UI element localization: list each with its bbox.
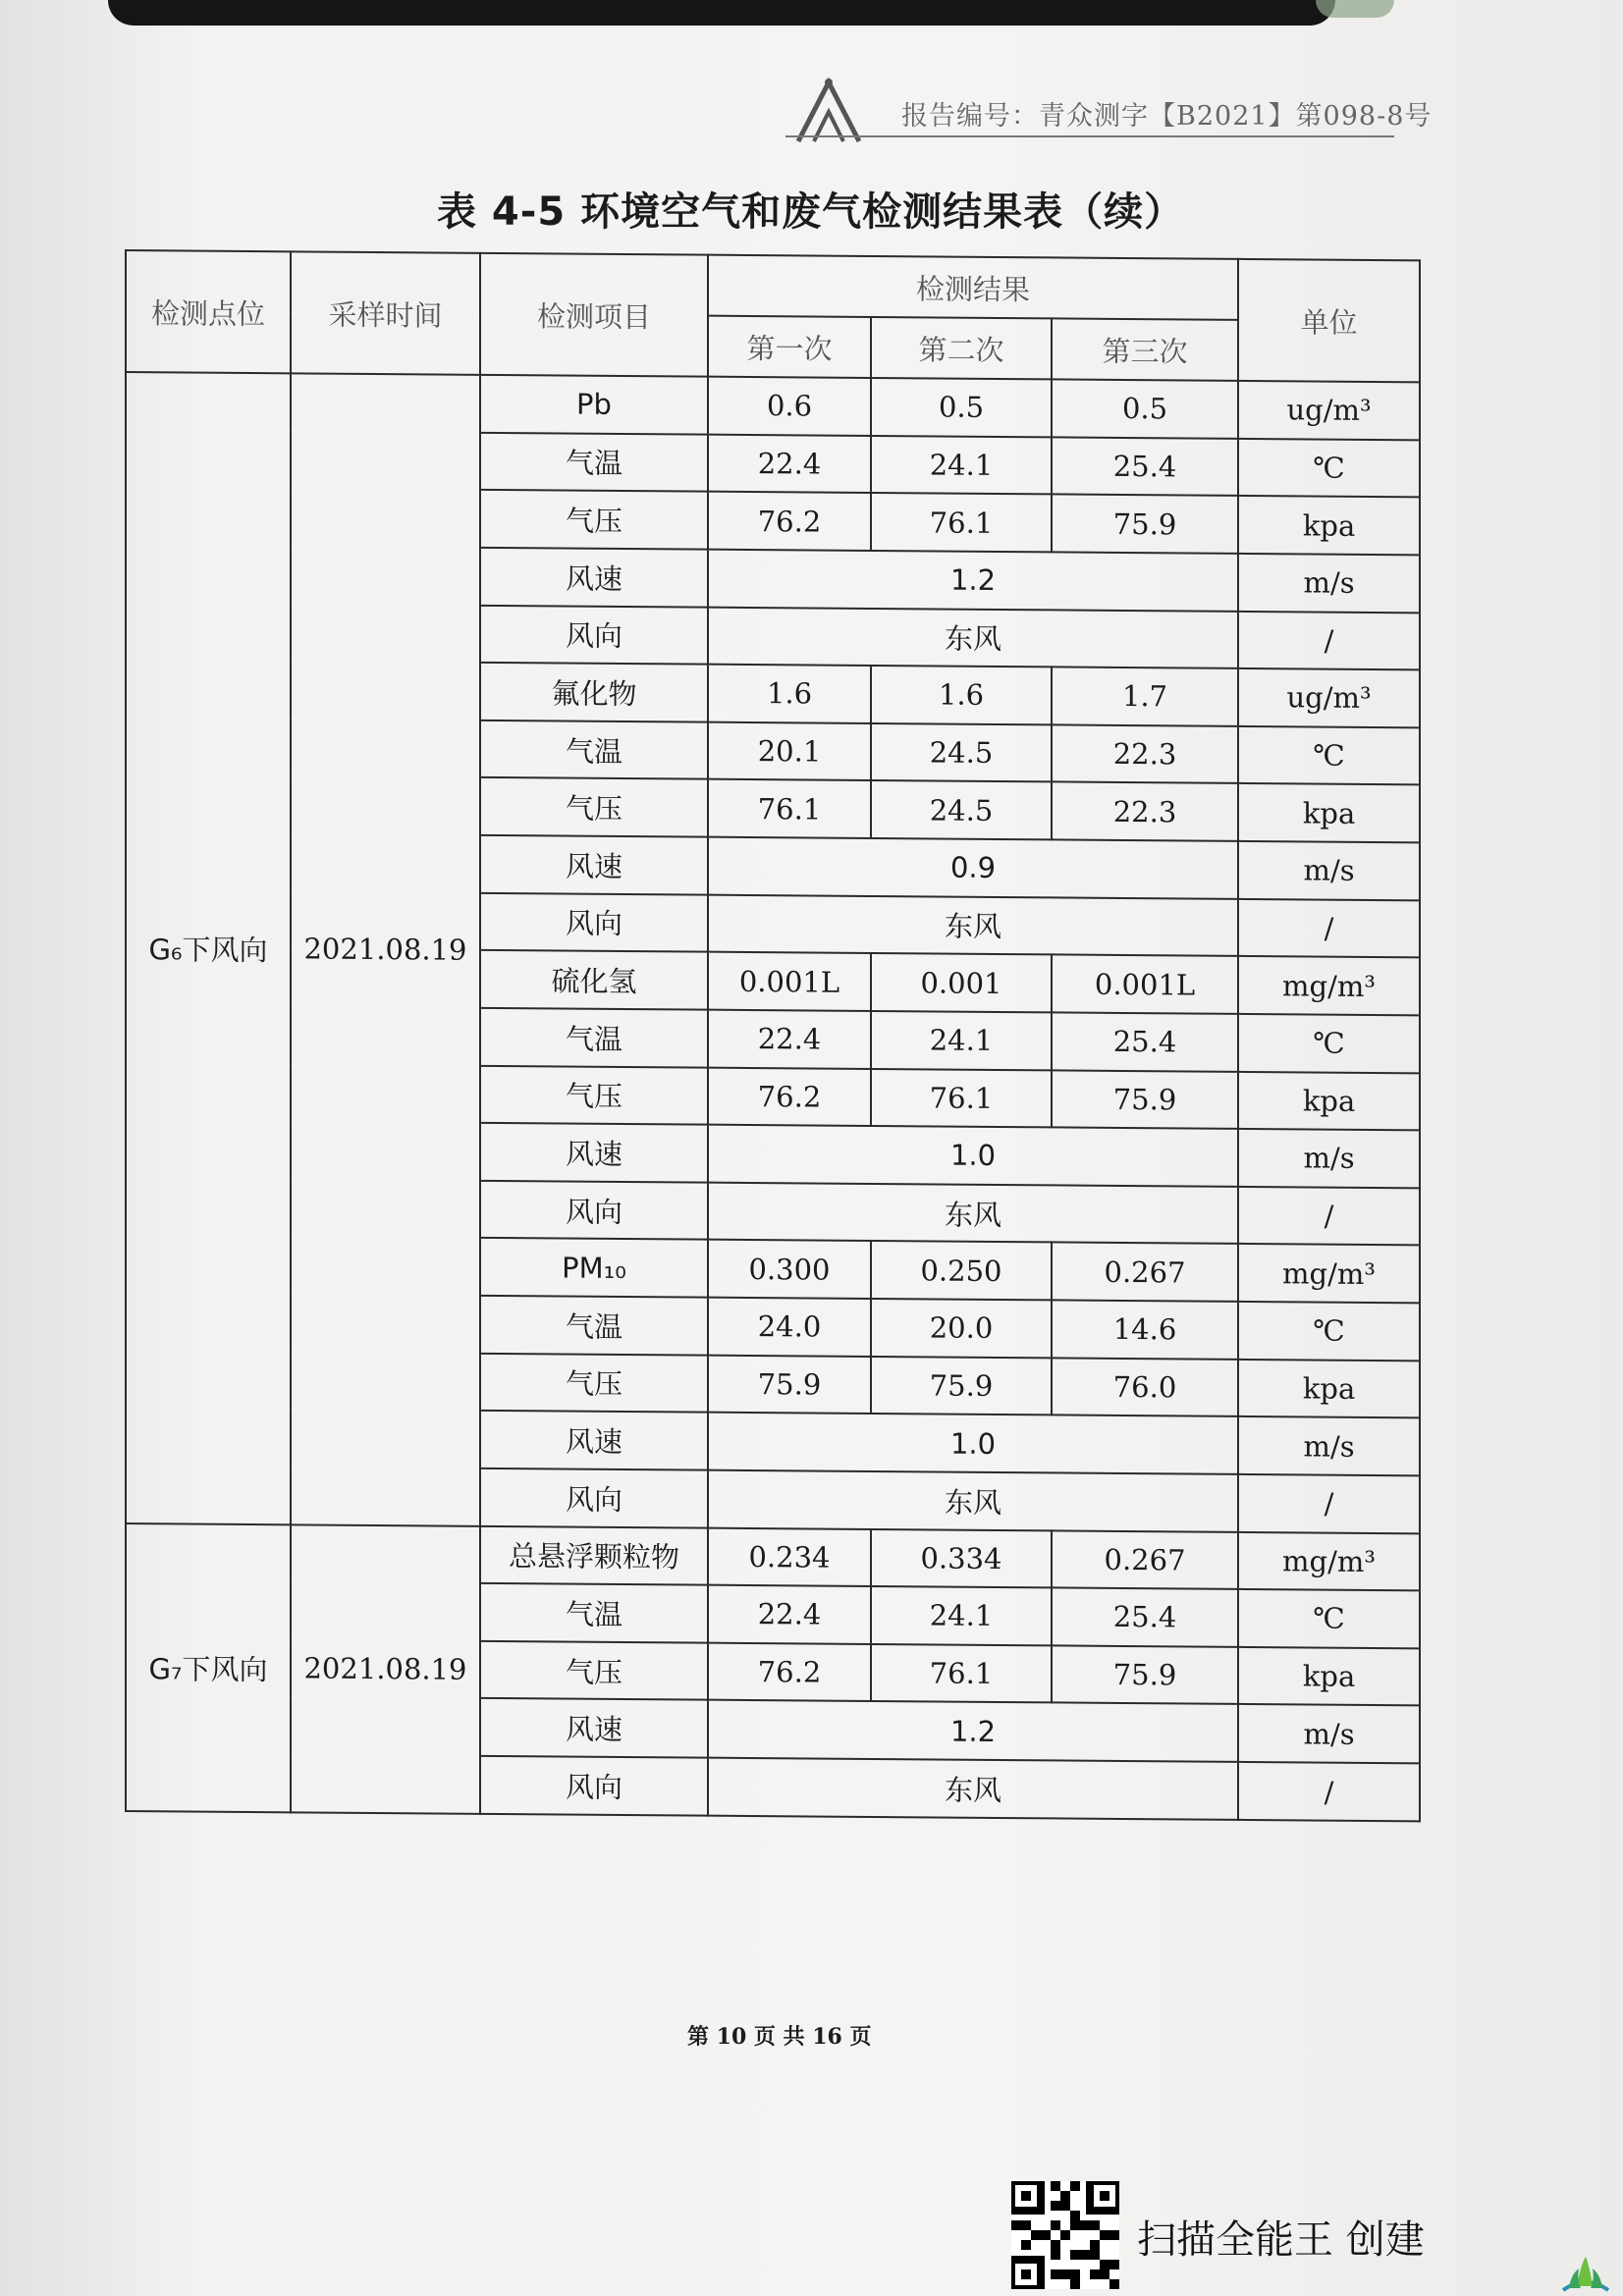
result-1-cell: 76.2 <box>708 1642 871 1701</box>
unit-cell: kpa <box>1238 1647 1420 1706</box>
result-1-cell: 24.0 <box>708 1298 871 1357</box>
unit-cell: / <box>1238 1187 1420 1246</box>
result-1-cell: 1.6 <box>708 665 871 723</box>
header-third: 第三次 <box>1052 318 1238 380</box>
result-2-cell: 75.9 <box>871 1357 1052 1415</box>
unit-cell: ℃ <box>1238 1302 1420 1361</box>
header-point: 检测点位 <box>126 250 291 373</box>
unit-cell: ℃ <box>1238 1589 1420 1648</box>
item-cell: 气温 <box>480 1296 708 1355</box>
unit-cell: mg/m³ <box>1238 956 1420 1015</box>
header-row <box>126 250 1420 321</box>
result-2-cell: 0.5 <box>871 378 1052 437</box>
item-cell: 气温 <box>480 721 708 779</box>
item-cell: 气温 <box>480 432 708 491</box>
result-2-cell: 76.1 <box>871 1644 1052 1703</box>
result-1-cell: 22.4 <box>708 1585 871 1644</box>
result-2-cell: 24.5 <box>871 780 1052 839</box>
item-cell: 风速 <box>480 1411 708 1469</box>
merged-result-cell: 1.2 <box>708 550 1238 612</box>
item-cell: 气压 <box>480 1353 708 1412</box>
scanner-app-icon <box>1559 2253 1612 2294</box>
header-results: 检测结果 <box>708 255 1238 320</box>
item-cell: 气压 <box>480 1641 708 1700</box>
merged-result-cell: 东风 <box>708 1470 1238 1532</box>
item-cell: 气压 <box>480 490 708 549</box>
result-1-cell: 22.4 <box>708 1010 871 1069</box>
scan-shadow-tint <box>1316 0 1394 18</box>
header-first: 第一次 <box>708 316 871 378</box>
header-time: 采样时间 <box>291 251 480 375</box>
result-1-cell: 20.1 <box>708 721 871 780</box>
unit-cell: ℃ <box>1238 1014 1420 1073</box>
table-row <box>126 1523 1420 1591</box>
item-cell: 气温 <box>480 1008 708 1067</box>
result-2-cell: 24.1 <box>871 1586 1052 1645</box>
unit-cell: / <box>1238 899 1420 958</box>
result-2-cell: 24.1 <box>871 436 1052 495</box>
result-2-cell: 24.5 <box>871 723 1052 782</box>
item-cell: 硫化氢 <box>480 950 708 1009</box>
result-2-cell: 20.0 <box>871 1299 1052 1358</box>
unit-cell: mg/m³ <box>1238 1244 1420 1303</box>
result-2-cell: 1.6 <box>871 666 1052 724</box>
merged-result-cell: 1.0 <box>708 1413 1238 1474</box>
unit-cell: / <box>1238 611 1420 669</box>
result-3-cell: 0.267 <box>1052 1243 1238 1302</box>
result-1-cell: 22.4 <box>708 434 871 493</box>
report-number: 报告编号：青众测字【B2021】第098-8号 <box>901 101 1433 132</box>
item-cell: 气温 <box>480 1583 708 1642</box>
item-cell: 风速 <box>480 1123 708 1182</box>
result-1-cell: 76.1 <box>708 779 871 838</box>
result-2-cell: 24.1 <box>871 1011 1052 1070</box>
result-2-cell: 76.1 <box>871 493 1052 552</box>
qr-code-icon <box>1011 2181 1119 2289</box>
result-3-cell: 76.0 <box>1052 1358 1238 1416</box>
unit-cell: ug/m³ <box>1238 668 1420 727</box>
item-cell: Pb <box>480 375 708 434</box>
result-1-cell: 0.001L <box>708 952 871 1011</box>
header-item: 检测项目 <box>480 253 708 377</box>
result-3-cell: 75.9 <box>1052 495 1238 554</box>
unit-cell: ug/m³ <box>1238 381 1420 440</box>
result-1-cell: 0.300 <box>708 1240 871 1299</box>
result-3-cell: 0.001L <box>1052 955 1238 1014</box>
item-cell: 风向 <box>480 605 708 664</box>
item-cell: 风向 <box>480 1756 708 1816</box>
result-1-cell: 76.2 <box>708 492 871 551</box>
item-cell: 风向 <box>480 1468 708 1527</box>
header-second: 第二次 <box>871 317 1052 379</box>
item-cell: 氟化物 <box>480 663 708 721</box>
unit-cell: / <box>1238 1762 1420 1821</box>
item-cell: 气压 <box>480 777 708 836</box>
item-cell: 气压 <box>480 1065 708 1124</box>
result-1-cell: 0.234 <box>708 1527 871 1586</box>
merged-result-cell: 0.9 <box>708 837 1238 899</box>
result-3-cell: 0.5 <box>1052 379 1238 438</box>
merged-result-cell: 东风 <box>708 894 1238 956</box>
unit-cell: / <box>1238 1474 1420 1533</box>
header-divider <box>785 135 1394 137</box>
result-2-cell: 76.1 <box>871 1068 1052 1127</box>
unit-cell: m/s <box>1238 554 1420 613</box>
item-cell: 总悬浮颗粒物 <box>480 1525 708 1584</box>
unit-cell: kpa <box>1238 783 1420 842</box>
unit-cell: m/s <box>1238 1704 1420 1763</box>
result-3-cell: 22.3 <box>1052 782 1238 841</box>
unit-cell: kpa <box>1238 1071 1420 1130</box>
unit-cell: m/s <box>1238 1416 1420 1475</box>
result-1-cell: 0.6 <box>708 377 871 436</box>
item-cell: 风向 <box>480 1181 708 1240</box>
item-cell: 风向 <box>480 892 708 951</box>
result-2-cell: 0.250 <box>871 1241 1052 1300</box>
unit-cell: mg/m³ <box>1238 1531 1420 1590</box>
merged-result-cell: 东风 <box>708 1182 1238 1244</box>
group-time: 2021.08.19 <box>291 1524 480 1814</box>
result-3-cell: 14.6 <box>1052 1300 1238 1359</box>
result-3-cell: 75.9 <box>1052 1070 1238 1129</box>
header-unit: 单位 <box>1238 259 1420 382</box>
group-point: G₆下风向 <box>126 372 291 1524</box>
result-3-cell: 1.7 <box>1052 667 1238 726</box>
merged-result-cell: 1.2 <box>708 1700 1238 1762</box>
scan-shadow <box>108 0 1335 26</box>
merged-result-cell: 1.0 <box>708 1125 1238 1187</box>
result-1-cell: 75.9 <box>708 1355 871 1414</box>
item-cell: 风速 <box>480 548 708 607</box>
result-3-cell: 25.4 <box>1052 1588 1238 1647</box>
unit-cell: ℃ <box>1238 726 1420 785</box>
table-title: 表 4-5 环境空气和废气检测结果表（续） <box>437 189 1185 235</box>
result-3-cell: 25.4 <box>1052 437 1238 496</box>
results-table <box>125 249 1421 1822</box>
result-3-cell: 22.3 <box>1052 724 1238 783</box>
merged-result-cell: 东风 <box>708 607 1238 668</box>
result-3-cell: 0.267 <box>1052 1530 1238 1589</box>
group-point: G₇下风向 <box>126 1523 291 1813</box>
merged-result-cell: 东风 <box>708 1758 1238 1820</box>
unit-cell: ℃ <box>1238 439 1420 498</box>
item-cell: 风速 <box>480 835 708 894</box>
result-1-cell: 76.2 <box>708 1067 871 1126</box>
item-cell: 风速 <box>480 1698 708 1757</box>
unit-cell: kpa <box>1238 496 1420 555</box>
result-2-cell: 0.001 <box>871 953 1052 1012</box>
scanner-credit: 扫描全能王 创建 <box>1137 2217 1425 2263</box>
unit-cell: kpa <box>1238 1360 1420 1418</box>
unit-cell: m/s <box>1238 841 1420 900</box>
result-2-cell: 0.334 <box>871 1528 1052 1587</box>
unit-cell: m/s <box>1238 1129 1420 1188</box>
group-time: 2021.08.19 <box>291 373 480 1525</box>
result-3-cell: 75.9 <box>1052 1645 1238 1704</box>
page-number: 第 10 页 共 16 页 <box>687 2024 872 2050</box>
table-row <box>126 372 1420 440</box>
item-cell: PM₁₀ <box>480 1238 708 1297</box>
result-3-cell: 25.4 <box>1052 1012 1238 1071</box>
